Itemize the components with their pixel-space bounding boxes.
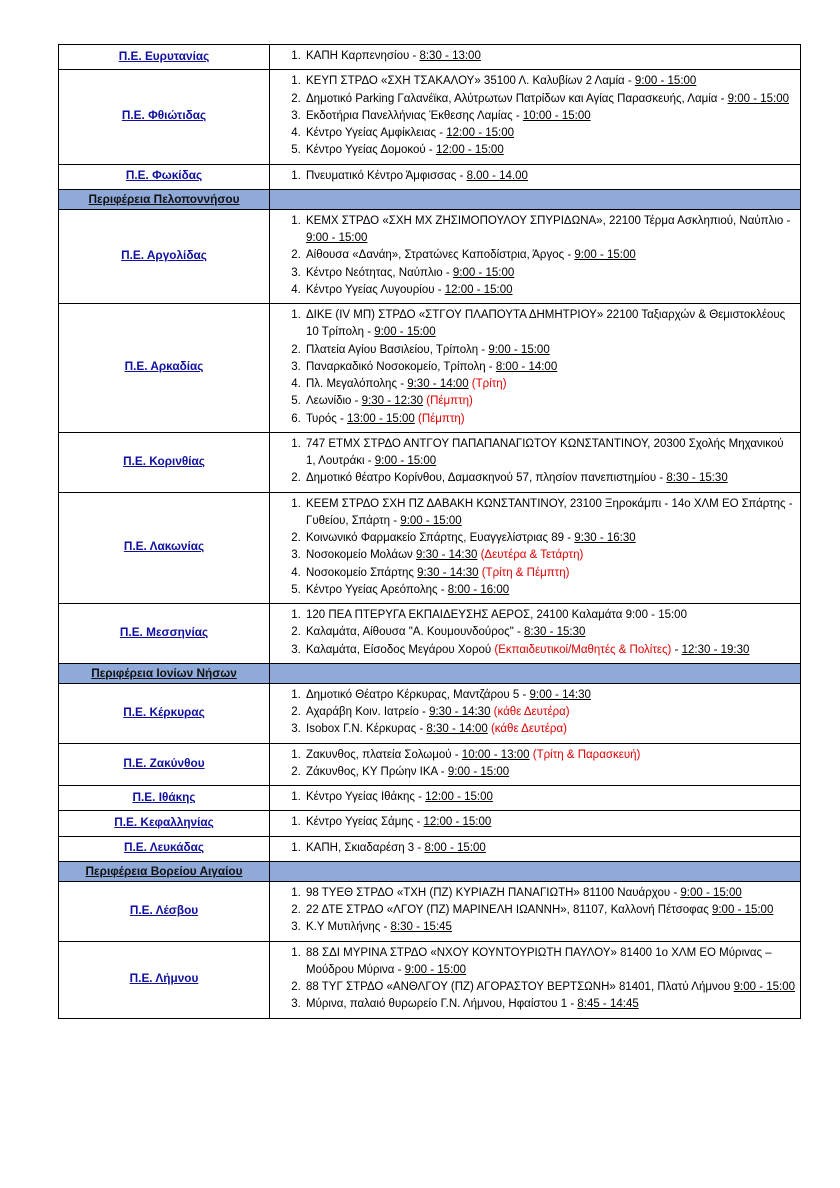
item-list [274, 945, 796, 1014]
time-range: 9:00 - 15:00 [374, 455, 437, 467]
region-name-cell [59, 304, 270, 433]
table-row [59, 743, 801, 786]
item-text: Εκδοτήρια Πανελλήνιας Έκθεσης Λαμίας - [306, 109, 523, 122]
time-range: 9:00 - 15:00 [488, 343, 550, 356]
item-text: ΚΕΜΧ ΣΤΡΔΟ «ΣΧΗ ΜΧ ΖΗΣΙΜΟΠΟΥΛΟΥ ΣΠΥΡΙΔΩΝΑ», 22100 Τέρμα Ασκληπιού, Ναύπλιο - [306, 214, 791, 227]
region-name-cell [59, 492, 270, 604]
item-list [274, 213, 796, 299]
region-name-cell [59, 604, 270, 664]
item-text: ΚΑΠΗ, Σκιαδαρέση 3 - [306, 841, 425, 854]
table-row [59, 786, 801, 811]
time-range: 9:30 - 14:30 [416, 549, 478, 562]
region-header-label: Περιφέρεια Πελοποννήσου [88, 191, 240, 206]
item-text: 120 ΠΕΑ ΠΤΕΡΥΓΑ ΕΚΠΑΙΔΕΥΣΗΣ ΑΕΡΟΣ, 24100 Καλαμάτα 9:00 - 15:00 [306, 609, 687, 621]
region-header-row [59, 861, 801, 881]
time-range: 12:00 - 15:00 [423, 816, 492, 829]
region-name-label[interactable]: Π.Ε. Αρκαδίας [124, 359, 204, 374]
region-items-cell [270, 941, 801, 1018]
schedule-table [58, 44, 801, 1019]
table-row [59, 941, 801, 1018]
region-items-cell [270, 492, 801, 604]
list-item [304, 168, 796, 185]
item-text: Κέντρο Υγείας Δομοκού - [306, 144, 436, 157]
region-name-label[interactable]: Π.Ε. Λακωνίας [123, 539, 205, 554]
item-list [274, 607, 796, 659]
region-name-cell [59, 811, 270, 836]
list-item [304, 919, 796, 936]
region-name-label[interactable]: Π.Ε. Φθιώτιδας [121, 108, 207, 123]
region-items-cell [270, 836, 801, 861]
list-item [304, 436, 796, 471]
region-name-cell [59, 683, 270, 743]
item-text: 88 ΤΥΓ ΣΤΡΔΟ «ΑΝΘΛΓΟΥ (ΠΖ) ΑΓΟΡΑΣΤΟΥ ΒΕΡΤΣΩΝΗ» 81401, Πλατύ Λήμνου [306, 981, 734, 993]
item-text: Αχαράβη Κοιν. Ιατρείο - [306, 706, 430, 718]
time-range: 8:30 - 14:00 [426, 723, 488, 736]
region-name-cell [59, 45, 270, 70]
region-name-cell [59, 432, 270, 492]
region-items-cell [270, 811, 801, 836]
time-range: 12:30 - 19:30 [681, 643, 750, 656]
region-name-cell [59, 836, 270, 861]
day-note: (Δευτέρα & Τετάρτη) [477, 549, 584, 562]
time-range: 9:30 - 12:30 [361, 395, 424, 408]
time-range: 9:00 - 15:00 [374, 326, 436, 339]
day-note: (κάθε Δευτέρα) [487, 723, 567, 736]
time-range: 9:00 - 15:00 [733, 981, 795, 993]
list-item [304, 902, 796, 919]
item-text: Κέντρο Νεότητας, Ναύπλιο - [306, 266, 453, 279]
region-items-cell [270, 683, 801, 743]
list-item [304, 393, 796, 410]
list-item [304, 142, 796, 159]
region-name-cell [59, 941, 270, 1018]
item-list [274, 48, 796, 65]
item-text: Πλατεία Αγίου Βασιλείου, Τρίπολη - [306, 343, 489, 356]
time-range: 8:30 - 13:00 [419, 50, 481, 62]
list-item [304, 125, 796, 142]
region-header-spacer [270, 861, 801, 881]
list-item [304, 496, 796, 531]
list-item [304, 687, 796, 704]
region-name-label[interactable]: Π.Ε. Λέσβου [129, 902, 199, 917]
item-list [274, 307, 796, 428]
item-text: ΚΕΥΠ ΣΤΡΔΟ «ΣΧΗ ΤΣΑΚΑΛΟΥ» 35100 Λ. Καλυβίων 2 Λαμία - [306, 75, 635, 88]
list-item [304, 607, 796, 624]
region-header-spacer [270, 663, 801, 683]
item-text: Δημοτικό θέατρο Κορίνθου, Δαμασκηνού 57, πλησίον πανεπιστημίου - [306, 472, 667, 485]
item-text: Κοινωνικό Φαρμακείο Σπάρτης, Ευαγγελίστριας 89 - [306, 532, 575, 544]
region-items-cell [270, 881, 801, 941]
table-row [59, 70, 801, 164]
item-text: ΚΕΕΜ ΣΤΡΔΟ ΣΧΗ ΠΖ ΔΑΒΑΚΗ ΚΩΝΣΤΑΝΤΙΝΟΥ, 23100 Ξηροκάμπι - 14ο ΧΛΜ ΕΟ Σπάρτης - Γυθείου, Σπάρτη - [306, 497, 793, 527]
time-range: 8:30 - 15:30 [666, 472, 728, 485]
region-header-cell [59, 861, 270, 881]
region-items-cell [270, 209, 801, 303]
list-item [304, 814, 796, 831]
time-range: 8:00 - 16:00 [447, 583, 510, 596]
day-note: (Τρίτη) [468, 378, 507, 390]
list-item [304, 376, 796, 393]
region-name-label[interactable]: Π.Ε. Κέρκυρας [123, 704, 205, 719]
time-range: 10:00 - 13:00 [461, 748, 530, 761]
item-text: Μύρινα, παλαιό θυρωρείο Γ.Ν. Λήμνου, Ηφαίστου 1 - [306, 998, 578, 1011]
time-range: 8:00 - 15:00 [424, 841, 486, 854]
list-item [304, 582, 796, 599]
item-text: Isobox Γ.Ν. Κέρκυρας - [306, 723, 427, 736]
time-range: 9:00 - 15:00 [574, 249, 636, 262]
time-range: 12:00 - 15:00 [446, 127, 514, 139]
time-range: 9:00 - 15:00 [680, 886, 742, 899]
region-items-cell [270, 743, 801, 786]
list-item [304, 48, 796, 65]
day-note: (κάθε Δευτέρα) [490, 706, 570, 718]
region-name-cell [59, 786, 270, 811]
item-list [274, 73, 796, 159]
region-name-label[interactable]: Π.Ε. Ευρυτανίας [118, 48, 210, 63]
table-row [59, 881, 801, 941]
item-text: Τυρός - [306, 412, 348, 425]
region-name-label[interactable]: Π.Ε. Ιθάκης [132, 789, 196, 804]
region-name-label[interactable]: Π.Ε. Κεφαλληνίας [114, 814, 214, 829]
time-range: 9:00 - 15:00 [452, 266, 515, 279]
time-range: 9:00 - 14:30 [529, 688, 591, 701]
item-text: Δημοτικό Parking Γαλανέϊκα, Αλύτρωτων Πατρίδων και Αγίας Παρασκευής, Λαμία - [306, 92, 728, 105]
item-list [274, 789, 796, 806]
list-item [304, 979, 796, 996]
time-range: 13:00 - 15:00 [347, 412, 415, 425]
region-name-label[interactable]: Π.Ε. Λήμνου [129, 971, 199, 986]
region-header-row [59, 189, 801, 209]
time-range: 9:00 - 15:00 [711, 904, 774, 916]
time-range: 8:30 - 15:30 [524, 626, 586, 639]
list-item [304, 565, 796, 582]
time-range: 9:00 - 15:00 [306, 232, 368, 244]
region-header-cell [59, 663, 270, 683]
time-range: 9:00 - 15:00 [634, 75, 697, 88]
item-text: Κέντρο Υγείας Αρεόπολης - [306, 583, 448, 596]
item-text: Καλαμάτα, Είσοδος Μεγάρου Χορού [306, 643, 495, 656]
region-name-cell [59, 881, 270, 941]
item-text: Κέντρο Υγείας Σάμης - [306, 816, 424, 829]
region-items-cell [270, 432, 801, 492]
time-range: 8.00 - 14.00 [466, 169, 528, 182]
item-text: Κέντρο Υγείας Ιθάκης - [306, 791, 426, 803]
item-list [274, 747, 796, 782]
item-list [274, 168, 796, 185]
list-item [304, 91, 796, 108]
list-item [304, 470, 796, 487]
item-list [274, 687, 796, 739]
table-body [59, 45, 801, 1019]
item-text: Δημοτικό Θέατρο Κέρκυρας, Μαντζάρου 5 - [306, 688, 530, 701]
item-list [274, 496, 796, 600]
table-row [59, 432, 801, 492]
list-item [304, 721, 796, 738]
time-range: 8:30 - 15:45 [390, 921, 452, 934]
item-text: ΔΙΚΕ (IV ΜΠ) ΣΤΡΔΟ «ΣΤΓΟΥ ΠΛΑΠΟΥΤΑ ΔΗΜΗΤΡΙΟΥ» 22100 Ταξιαρχών & Θεμιστοκλέους 10 Τρίπολη - [306, 309, 786, 339]
region-name-cell [59, 164, 270, 189]
list-item [304, 359, 796, 376]
table-row [59, 683, 801, 743]
item-text: Κέντρο Υγείας Λυγουρίου - [306, 283, 445, 296]
time-range: 12:00 - 15:00 [435, 144, 504, 157]
list-item [304, 704, 796, 721]
list-item [304, 342, 796, 359]
region-header-spacer [270, 189, 801, 209]
day-note: (Εκπαιδευτικοί/Μαθητές & Πολίτες) [494, 643, 672, 656]
list-item [304, 307, 796, 342]
region-name-label[interactable]: Π.Ε. Λευκάδας [123, 840, 205, 855]
time-range: 9:00 - 15:00 [727, 92, 790, 105]
region-name-cell [59, 743, 270, 786]
list-item [304, 945, 796, 980]
time-range: 9:00 - 15:00 [447, 765, 510, 778]
item-text: Κ.Υ Μυτιλήνης - [306, 921, 391, 934]
list-item [304, 996, 796, 1013]
region-header-cell [59, 189, 270, 209]
list-item [304, 213, 796, 248]
item-list [274, 840, 796, 857]
list-item [304, 624, 796, 641]
time-range: 8:45 - 14:45 [577, 998, 639, 1011]
time-range: 10:00 - 15:00 [522, 109, 591, 122]
region-name-cell [59, 70, 270, 164]
table-row [59, 604, 801, 664]
table-row [59, 304, 801, 433]
region-items-cell [270, 45, 801, 70]
day-note: (Πέμπτη) [423, 395, 473, 408]
item-text: Λεωνίδιο - [306, 395, 362, 408]
table-row [59, 45, 801, 70]
region-header-row [59, 663, 801, 683]
table-row [59, 836, 801, 861]
item-text: Κέντρο Υγείας Αμφίκλειας - [306, 127, 447, 139]
day-note: (Πέμπτη) [414, 412, 465, 425]
item-text: Ζακυνθος, πλατεία Σολωμού - [306, 748, 462, 761]
item-list [274, 885, 796, 937]
item-text: Πλ. Μεγαλόπολης - [306, 378, 408, 390]
time-range: 9:30 - 14:30 [417, 566, 479, 579]
list-item [304, 108, 796, 125]
list-item [304, 530, 796, 547]
table-row [59, 209, 801, 303]
list-item [304, 789, 796, 806]
list-item [304, 265, 796, 282]
item-text: ΚΑΠΗ Καρπενησίου - [306, 50, 420, 62]
time-range: 12:00 - 15:00 [444, 283, 513, 296]
region-header-label: Περιφέρεια Βορείου Αιγαίου [85, 863, 243, 878]
region-name-label[interactable]: Π.Ε. Μεσσηνίας [119, 624, 209, 639]
item-list [274, 436, 796, 488]
table-row [59, 164, 801, 189]
list-item [304, 885, 796, 902]
region-items-cell [270, 304, 801, 433]
item-text: 22 ΔΤΕ ΣΤΡΔΟ «ΛΓΟΥ (ΠΖ) ΜΑΡΙΝΕΛΗ ΙΩΑΝΝΗ», 81107, Καλλονή Πέτσοφας [306, 904, 712, 916]
region-name-label[interactable]: Π.Ε. Κορινθίας [123, 453, 205, 468]
item-text: 98 ΤΥΕΘ ΣΤΡΔΟ «ΤΧΗ (ΠΖ) ΚΥΡΙΑΖΗ ΠΑΝΑΓΙΩΤΗ» 81100 Ναυάρχου - [306, 886, 681, 899]
day-note: (Τρίτη & Παρασκευή) [529, 748, 641, 761]
list-item [304, 642, 796, 659]
time-range: 9:30 - 16:30 [574, 532, 636, 544]
region-name-label[interactable]: Π.Ε. Φωκίδας [125, 168, 203, 183]
list-item [304, 547, 796, 564]
item-text: 88 ΣΔΙ ΜΥΡΙΝΑ ΣΤΡΔΟ «ΝΧΟΥ ΚΟΥΝΤΟΥΡΙΩΤΗ ΠΑΥΛΟΥ» 81400 1ο ΧΛΜ ΕΟ Μύριvας – Μούδρου Μύρινα - [306, 946, 772, 976]
region-name-label[interactable]: Π.Ε. Αργολίδας [121, 247, 207, 262]
table-row [59, 811, 801, 836]
time-range: 9:30 - 14:00 [407, 378, 469, 390]
item-text: 747 ΕΤΜΧ ΣΤΡΔΟ ΑΝΤΓΟΥ ΠΑΠΑΠΑΝΑΓΙΩΤΟΥ ΚΩΝΣΤΑΝΤΙΝΟΥ, 20300 Σχολής Μηχανικού 1, Λουτράκι - [306, 437, 784, 467]
list-item [304, 282, 796, 299]
item-text: Πνευματικό Κέντρο Άμφισσας - [306, 169, 467, 182]
region-name-cell [59, 209, 270, 303]
list-item [304, 840, 796, 857]
region-items-cell [270, 164, 801, 189]
region-name-label[interactable]: Π.Ε. Ζακύνθου [123, 755, 205, 770]
item-text: - [671, 643, 682, 656]
time-range: 9:00 - 15:00 [400, 514, 462, 527]
item-text: Αίθουσα «Δανάη», Στρατώνες Καποδίστρια, Άργος - [306, 249, 575, 262]
day-note: (Τρίτη & Πέμπτη) [478, 566, 570, 579]
region-items-cell [270, 786, 801, 811]
item-text: Παναρκαδικό Νοσοκομείο, Τρίπολη - [306, 360, 496, 373]
time-range: 12:00 - 15:00 [425, 791, 493, 803]
item-list [274, 814, 796, 831]
region-header-label: Περιφέρεια Ιονίων Νήσων [91, 665, 237, 680]
list-item [304, 764, 796, 781]
item-text: Ζάκυνθος, ΚΥ Πρώην ΙΚΑ - [306, 765, 448, 778]
list-item [304, 411, 796, 428]
list-item [304, 247, 796, 264]
time-range: 9:30 - 14:30 [429, 706, 491, 718]
list-item [304, 747, 796, 764]
region-items-cell [270, 604, 801, 664]
time-range: 9:00 - 15:00 [404, 963, 467, 976]
time-range: 8:00 - 14:00 [495, 360, 558, 373]
table-row [59, 492, 801, 604]
list-item [304, 73, 796, 90]
region-items-cell [270, 70, 801, 164]
item-text: Νοσοκομείο Σπάρτης [306, 566, 418, 579]
item-text: Καλαμάτα, Αίθουσα "Α. Κουμουνδούρος" - [306, 626, 524, 639]
item-text: Νοσοκομείο Μολάων [306, 549, 417, 562]
